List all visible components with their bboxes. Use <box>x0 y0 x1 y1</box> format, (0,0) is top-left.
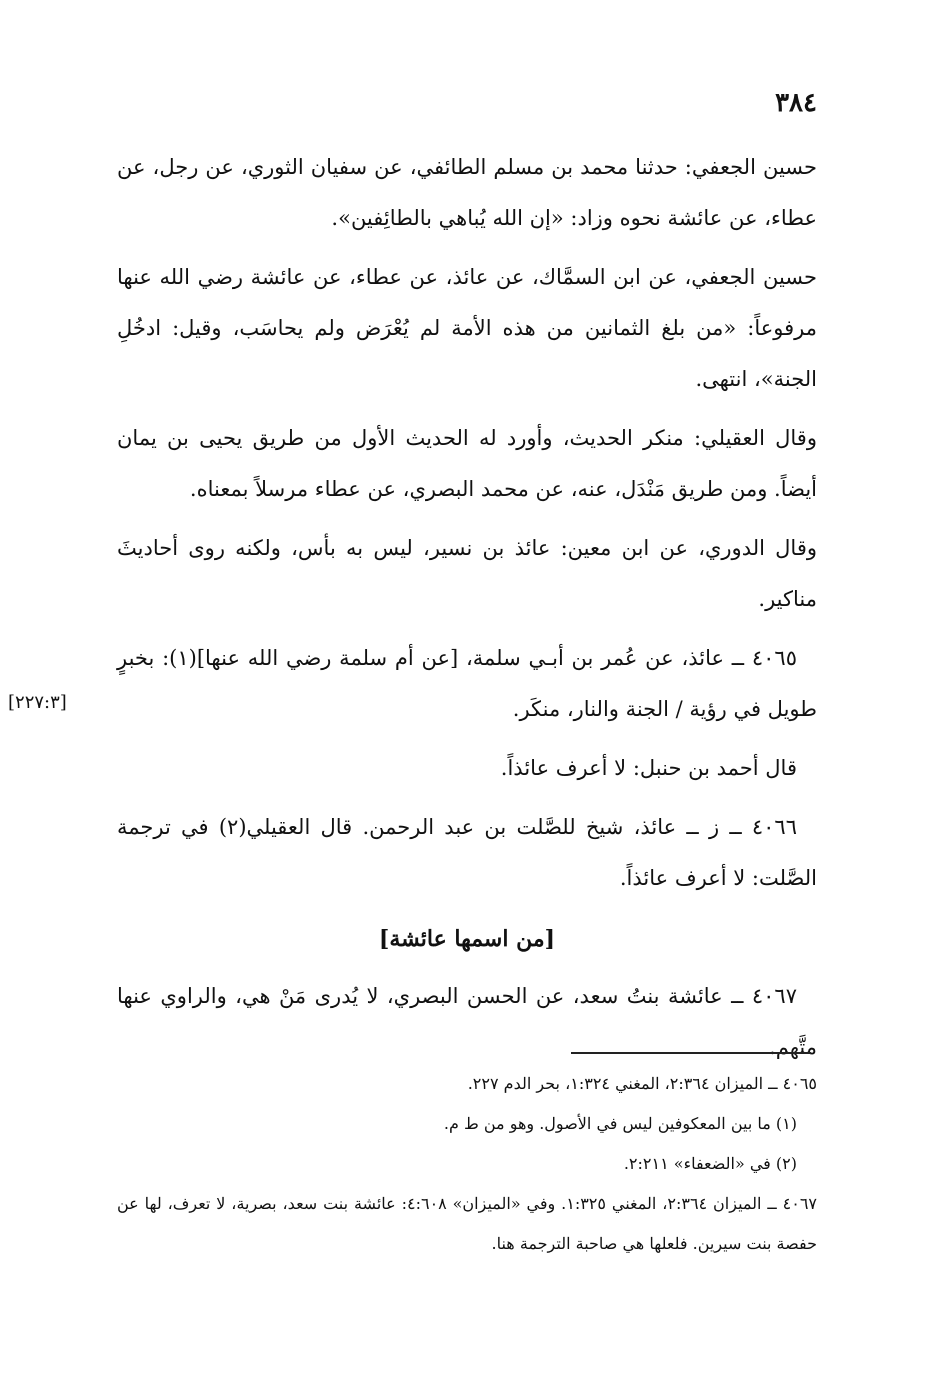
footnote: (٢) في «الضعفاء» ٢:٢١١. <box>623 1154 797 1173</box>
paragraph: وقال الدوري، عن ابن معين: عائذ بن نسير، ليس به بأس، ولكنه روى أحاديثَ مناكير. <box>117 536 817 611</box>
entry-4067: ٤٠٦٧ ــ عائشة بنتُ سعد، عن الحسن البصري، لا يُدرى مَنْ هي، والراوي عنها متَّهم. <box>117 984 817 1059</box>
footnote: ٤٠٦٧ ــ الميزان ٢:٣٦٤، المغني ١:٣٢٥. وفي «الميزان» ٤:٦٠٨: عائشة بنت سعد، بصرية، لا تعرف، لها عن حفصة بنت سيرين. فلعلها هي صاحبة الترجمة هنا. <box>117 1194 817 1253</box>
footnote: (١) ما بين المعكوفين ليس في الأصول. وهو من ط م. <box>443 1114 797 1133</box>
section-heading: [من اسمها عائشة] <box>378 926 556 952</box>
entry-4066: ٤٠٦٦ ــ ز ــ عائذ، شيخ للصَّلت بن عبد الرحمن. قال العقيلي(٢) في ترجمة الصَّلت: لا أعرف عائذاً. <box>117 815 817 890</box>
entry-4065: ٤٠٦٥ ــ عائذ، عن عُمر بن أبـي سلمة، [عن أم سلمة رضي الله عنها](١): بخبرٍ طويل في رؤية / الجنة والنار، منكَر. <box>117 646 817 721</box>
paragraph: حسين الجعفي: حدثنا محمد بن مسلم الطائفي، عن سفيان الثوري، عن رجل، عن عطاء، عن عائشة نحوه وزاد: «إن الله يُباهي بالطائِفين». <box>117 155 817 230</box>
footnote-divider <box>571 1052 811 1054</box>
main-text <box>117 142 817 1081</box>
margin-reference: [٢٢٧:٣] <box>8 692 67 713</box>
paragraph: حسين الجعفي، عن ابن السمَّاك، عن عائذ، عن عطاء، عن عائشة رضي الله عنها مرفوعاً: «من بلغ الثمانين من هذه الأمة لم يُعْرَض ولم يحاسَب، وقيل: ادخُلِ الجنة»، انتهى. <box>117 265 817 391</box>
footnotes <box>117 1064 817 1264</box>
page-number: ٣٨٤ <box>775 88 817 118</box>
paragraph: قال أحمد بن حنبل: لا أعرف عائذاً. <box>500 756 797 780</box>
paragraph: وقال العقيلي: منكر الحديث، وأورد له الحديث الأول من طريق يحيى بن يمان أيضاً. ومن طريق مَنْدَل، عنه، عن محمد البصري، عن عطاء مرسلاً بمعناه. <box>117 426 817 501</box>
footnote: ٤٠٦٥ ــ الميزان ٢:٣٦٤، المغني ١:٣٢٤، بحر الدم ٢٢٧. <box>467 1074 817 1093</box>
